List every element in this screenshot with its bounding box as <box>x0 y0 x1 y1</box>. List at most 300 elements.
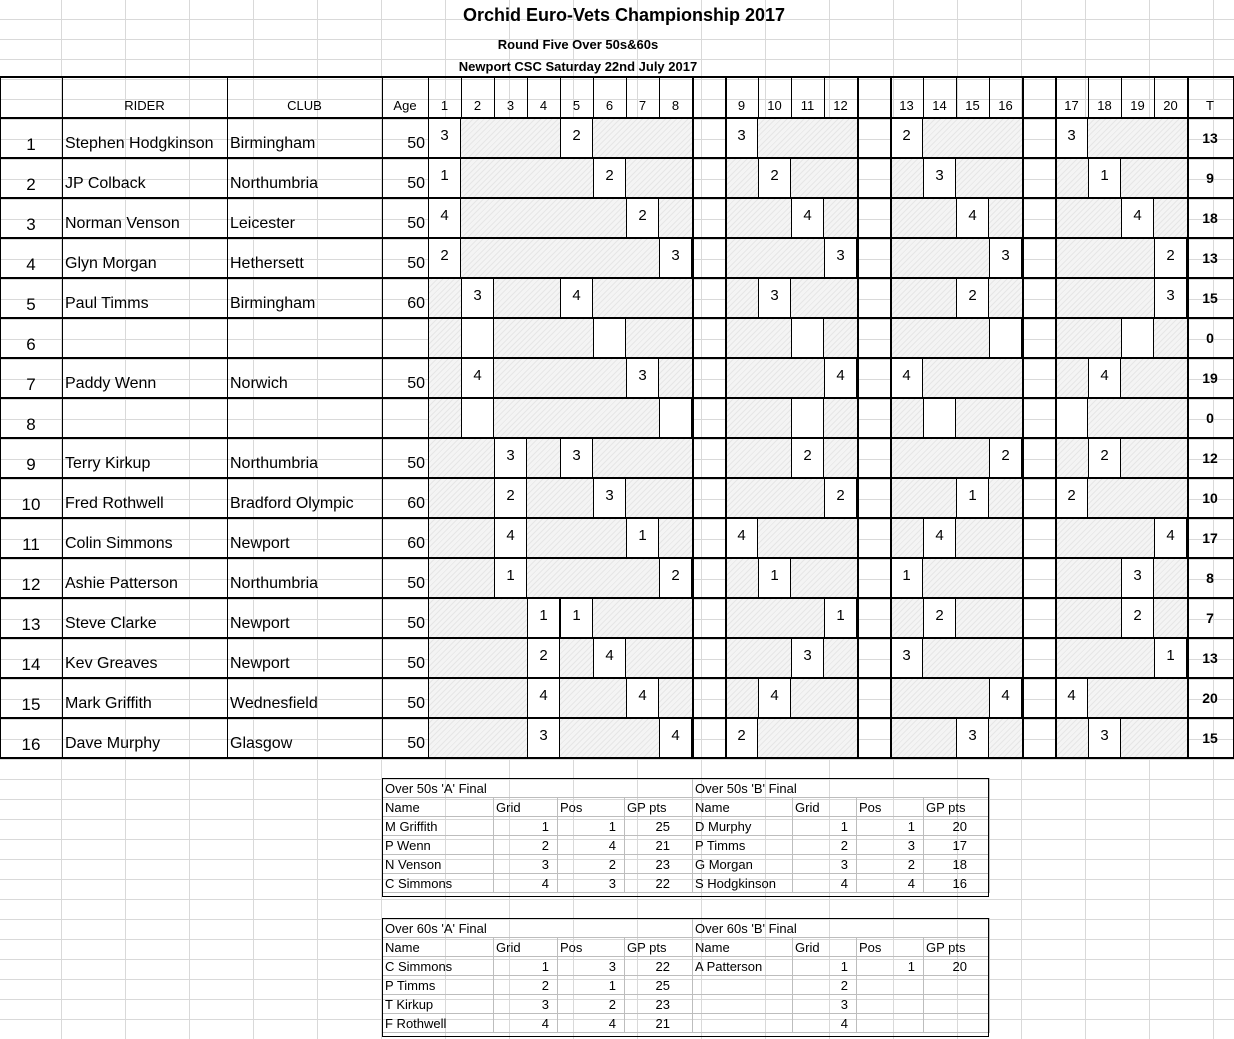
final-table <box>692 778 990 893</box>
heat-score-box: 4 <box>659 718 692 758</box>
final-column-header: Name <box>693 798 793 817</box>
rider-total: 15 <box>1202 730 1218 746</box>
rider-club: Newport <box>230 535 290 552</box>
rider-age: 50 <box>407 175 425 192</box>
heat-score-box: 4 <box>1154 518 1187 558</box>
rider-number: 5 <box>26 295 36 314</box>
heat-score-box: 2 <box>923 598 956 638</box>
grid-line <box>1154 77 1155 118</box>
heat-score-box <box>461 398 494 438</box>
grid-line <box>527 77 528 118</box>
grid-line <box>0 517 1234 519</box>
heat-score-box: 2 <box>1154 238 1187 278</box>
heat-header: 4 <box>539 98 548 113</box>
heat-score-box: 3 <box>989 238 1022 278</box>
heat-score-box <box>791 398 824 438</box>
rider-name: Kev Greaves <box>65 655 158 672</box>
heat-score-box: 2 <box>791 438 824 478</box>
heat-score-box: 4 <box>989 678 1022 718</box>
grid-line <box>0 637 1234 639</box>
grid-line <box>62 77 63 758</box>
final-value: 3 <box>558 874 625 893</box>
heat-score-box: 4 <box>626 678 659 718</box>
final-value: 22 <box>625 874 693 893</box>
final-value: 3 <box>857 836 924 855</box>
grid-line <box>725 77 727 758</box>
rider-number: 7 <box>26 375 36 394</box>
grid-line <box>0 357 1234 359</box>
rider-club: Northumbria <box>230 455 319 472</box>
final-value: 25 <box>625 817 693 836</box>
heat-header: 20 <box>1163 98 1178 113</box>
rider-club: Northumbria <box>230 175 319 192</box>
rider-club: Birmingham <box>230 135 316 152</box>
final-column-header: Name <box>383 798 494 817</box>
final-value: 2 <box>558 855 625 874</box>
heat-score-box: 1 <box>758 558 791 598</box>
rider-name: Terry Kirkup <box>65 455 151 472</box>
rider-club: Wednesfield <box>230 695 318 712</box>
heat-score-box: 1 <box>428 158 461 198</box>
heat-score-box: 3 <box>890 638 923 678</box>
final-value: 1 <box>558 817 625 836</box>
heat-header: 12 <box>833 98 848 113</box>
grid-line <box>0 477 1234 479</box>
heat-score-box: 2 <box>626 198 659 238</box>
final-table <box>382 778 693 893</box>
heat-score-box: 3 <box>1088 718 1121 758</box>
rider-number: 13 <box>21 615 41 634</box>
final-title: Over 50s 'B' Final <box>693 779 990 798</box>
final-value: 2 <box>793 976 857 995</box>
final-value: 21 <box>625 1014 693 1033</box>
heat-score-box: 3 <box>626 358 659 398</box>
rider-name: Colin Simmons <box>65 535 173 552</box>
heat-header: 7 <box>638 98 647 113</box>
heat-header: 2 <box>473 98 482 113</box>
heat-header: 6 <box>605 98 614 113</box>
rider-name: Dave Murphy <box>65 735 161 752</box>
grid-line <box>1022 77 1024 758</box>
final-value <box>857 995 924 1014</box>
heat-score-box: 2 <box>956 278 989 318</box>
heat-score-box: 4 <box>527 678 560 718</box>
rider-total: 0 <box>1206 410 1214 426</box>
final-rider-name: P Timms <box>693 836 793 855</box>
rider-age: 50 <box>407 735 425 752</box>
heat-score-box: 4 <box>824 358 857 398</box>
grid-line <box>227 77 228 758</box>
heat-score-box <box>923 398 956 438</box>
final-value: 16 <box>924 874 990 893</box>
heat-score-box: 1 <box>527 598 560 638</box>
heat-score-box: 3 <box>560 438 593 478</box>
final-rider-name: C Simmons <box>383 957 494 976</box>
rider-club: Newport <box>230 655 290 672</box>
final-rider-name: P Wenn <box>383 836 494 855</box>
heat-header: 8 <box>671 98 680 113</box>
heat-score-box: 2 <box>1121 598 1154 638</box>
final-title: Over 60s 'B' Final <box>693 919 990 938</box>
heat-score-box: 2 <box>560 118 593 158</box>
heat-score-box: 1 <box>824 598 857 638</box>
final-value: 18 <box>924 855 990 874</box>
rider-age: 50 <box>407 375 425 392</box>
heat-score-box: 4 <box>890 358 923 398</box>
page-title: Orchid Euro-Vets Championship 2017 <box>462 5 786 25</box>
rider-club: Bradford Olympic <box>230 495 354 512</box>
heat-score-box: 3 <box>791 638 824 678</box>
rider-club <box>227 398 382 438</box>
grid-line <box>890 77 892 758</box>
rider-number: 12 <box>21 575 41 594</box>
heat-score-box <box>1121 318 1154 358</box>
rider-total: 13 <box>1202 250 1218 266</box>
final-rider-name: M Griffith <box>383 817 494 836</box>
rider-number: 3 <box>26 215 36 234</box>
final-value: 4 <box>793 1014 857 1033</box>
rider-name: Ashie Patterson <box>65 575 178 592</box>
grid-line <box>494 77 495 118</box>
final-value: 1 <box>793 957 857 976</box>
final-title: Over 60s 'A' Final <box>383 919 693 938</box>
grid-line <box>956 77 957 118</box>
heat-score-box: 3 <box>494 438 527 478</box>
final-value: 17 <box>924 836 990 855</box>
rider-club: Birmingham <box>230 295 316 312</box>
grid-line <box>0 277 1234 279</box>
heat-score-box: 1 <box>626 518 659 558</box>
grid-line <box>758 77 759 118</box>
final-value: 4 <box>494 1014 558 1033</box>
final-value: 23 <box>625 855 693 874</box>
grid-line <box>0 757 1234 759</box>
final-value: 4 <box>558 836 625 855</box>
heat-score-box: 2 <box>659 558 692 598</box>
grid-line <box>0 76 1234 78</box>
heat-score-box: 4 <box>560 278 593 318</box>
rider-age <box>382 398 428 438</box>
rider-club <box>227 318 382 358</box>
final-column-header: Grid <box>494 938 558 957</box>
final-table <box>692 918 990 1033</box>
final-value: 3 <box>494 995 558 1014</box>
rider-number: 6 <box>26 335 36 354</box>
final-rider-name: S Hodgkinson <box>693 874 793 893</box>
rider-number: 8 <box>26 415 36 434</box>
heat-score-box: 3 <box>824 238 857 278</box>
heat-header: 11 <box>800 98 815 113</box>
final-value: 2 <box>793 836 857 855</box>
rider-name: Fred Rothwell <box>65 495 164 512</box>
heat-score-box: 3 <box>527 718 560 758</box>
final-column-header: Pos <box>857 938 924 957</box>
heat-score-box: 4 <box>791 198 824 238</box>
heat-score-box: 4 <box>1121 198 1154 238</box>
heat-score-box: 4 <box>956 198 989 238</box>
heat-score-box <box>461 318 494 358</box>
heat-score-box: 4 <box>758 678 791 718</box>
final-rider-name: A Patterson <box>693 957 793 976</box>
final-column-header: Grid <box>494 798 558 817</box>
rider-club: Northumbria <box>230 575 319 592</box>
final-value: 1 <box>857 957 924 976</box>
final-column-header: Name <box>383 938 494 957</box>
final-value: 2 <box>494 836 558 855</box>
final-rider-name: T Kirkup <box>383 995 494 1014</box>
heat-header: 10 <box>767 98 782 113</box>
final-column-header: GP pts <box>625 798 693 817</box>
rider-name: Glyn Morgan <box>65 255 157 272</box>
final-value <box>924 995 990 1014</box>
rider-name: Paul Timms <box>65 295 149 312</box>
rider-total: 20 <box>1202 690 1218 706</box>
rider-name: Steve Clarke <box>65 615 157 632</box>
final-column-header: Grid <box>793 938 857 957</box>
grid-line <box>824 77 825 118</box>
venue-date: Newport CSC Saturday 22nd July 2017 <box>458 59 698 74</box>
rider-total: 19 <box>1202 370 1218 386</box>
grid-line <box>0 437 1234 439</box>
final-value: 4 <box>793 874 857 893</box>
heat-score-box: 3 <box>725 118 758 158</box>
final-value: 3 <box>793 855 857 874</box>
grid-line <box>923 77 924 118</box>
grid-line <box>1187 77 1189 758</box>
heat-header: 3 <box>506 98 515 113</box>
rider-header: RIDER <box>124 98 165 113</box>
heat-score-box: 2 <box>527 638 560 678</box>
rider-number: 11 <box>22 535 40 554</box>
final-table <box>382 918 693 1033</box>
rider-name: Stephen Hodgkinson <box>65 135 214 152</box>
rider-number: 14 <box>21 655 41 674</box>
rider-name: JP Colback <box>65 175 146 192</box>
rider-number: 15 <box>21 695 41 714</box>
grid-line <box>593 77 594 118</box>
heat-score-box: 4 <box>1055 678 1088 718</box>
final-value: 1 <box>494 957 558 976</box>
heat-header: 1 <box>440 98 449 113</box>
heat-score-box: 4 <box>923 518 956 558</box>
grid-line <box>0 557 1234 559</box>
rider-club: Glasgow <box>230 735 293 752</box>
age-header: Age <box>393 98 417 113</box>
rider-age: 50 <box>407 575 425 592</box>
heat-score-box <box>1055 398 1088 438</box>
heat-score-box: 4 <box>593 638 626 678</box>
grid-line <box>626 77 627 118</box>
final-value: 2 <box>857 855 924 874</box>
rider-total: 13 <box>1202 650 1218 666</box>
rider-club: Leicester <box>230 215 295 232</box>
heat-score-box: 2 <box>890 118 923 158</box>
rider-total: 18 <box>1202 210 1218 226</box>
final-column-header: GP pts <box>625 938 693 957</box>
rider-number: 2 <box>26 175 36 194</box>
final-value <box>924 1014 990 1033</box>
grid-line <box>0 77 1 758</box>
rider-club: Newport <box>230 615 290 632</box>
final-value: 1 <box>857 817 924 836</box>
rider-age: 50 <box>407 255 425 272</box>
final-value: 23 <box>625 995 693 1014</box>
rider-number: 10 <box>21 495 41 514</box>
final-value: 25 <box>625 976 693 995</box>
final-value: 4 <box>558 1014 625 1033</box>
final-title: Over 50s 'A' Final <box>383 779 693 798</box>
rider-age: 60 <box>407 495 425 512</box>
rider-number: 4 <box>26 255 36 274</box>
rider-number: 1 <box>26 135 36 154</box>
rider-age: 60 <box>407 295 425 312</box>
final-value: 1 <box>494 817 558 836</box>
grid-line <box>1055 77 1057 758</box>
club-header: CLUB <box>287 98 322 113</box>
total-header: T <box>1206 98 1214 113</box>
final-rider-name <box>693 1014 793 1033</box>
rider-age: 50 <box>407 215 425 232</box>
heat-score-box: 2 <box>428 238 461 278</box>
heat-score-box: 1 <box>1088 158 1121 198</box>
final-value <box>857 976 924 995</box>
final-value: 3 <box>793 995 857 1014</box>
heat-score-box: 2 <box>1088 438 1121 478</box>
heat-score-box: 3 <box>1121 558 1154 598</box>
final-value: 1 <box>793 817 857 836</box>
group-divider <box>428 597 1187 599</box>
grid-line <box>382 77 383 758</box>
heat-score-box <box>659 398 692 438</box>
heat-score-box: 1 <box>1154 638 1187 678</box>
heat-score-box: 3 <box>659 238 692 278</box>
final-column-header: GP pts <box>924 938 990 957</box>
rider-total: 8 <box>1206 570 1214 586</box>
heat-score-box: 3 <box>956 718 989 758</box>
grid-line <box>0 237 1234 239</box>
final-rider-name <box>693 995 793 1014</box>
heat-score-box: 3 <box>461 278 494 318</box>
heat-score-box: 2 <box>824 478 857 518</box>
rider-number: 16 <box>21 735 41 754</box>
grid-line <box>0 157 1234 159</box>
heat-score-box: 3 <box>923 158 956 198</box>
final-rider-name: N Venson <box>383 855 494 874</box>
grid-line <box>857 77 859 758</box>
final-value: 4 <box>857 874 924 893</box>
heat-score-box <box>989 318 1022 358</box>
heat-score-box: 4 <box>494 518 527 558</box>
rider-age: 50 <box>407 655 425 672</box>
page-subtitle: Round Five Over 50s&60s <box>497 37 659 52</box>
grid-line <box>461 77 462 118</box>
grid-line <box>989 77 990 118</box>
rider-age: 60 <box>407 535 425 552</box>
final-rider-name <box>693 976 793 995</box>
final-rider-name: F Rothwell <box>383 1014 494 1033</box>
heat-score-box: 1 <box>560 598 593 638</box>
heat-score-box <box>791 318 824 358</box>
final-value <box>924 976 990 995</box>
final-value: 3 <box>494 855 558 874</box>
final-rider-name: D Murphy <box>693 817 793 836</box>
rider-club: Norwich <box>230 375 288 392</box>
final-column-header: Pos <box>558 798 625 817</box>
heat-header: 16 <box>998 98 1013 113</box>
final-rider-name: C Simmons <box>383 874 494 893</box>
final-value: 3 <box>558 957 625 976</box>
final-value: 20 <box>924 957 990 976</box>
heat-score-box: 4 <box>1088 358 1121 398</box>
heat-header: 13 <box>899 98 914 113</box>
rider-name: Paddy Wenn <box>65 375 157 392</box>
final-rider-name: G Morgan <box>693 855 793 874</box>
grid-line <box>0 717 1234 719</box>
rider-total: 10 <box>1202 490 1218 506</box>
heat-score-box: 4 <box>428 198 461 238</box>
final-value: 22 <box>625 957 693 976</box>
rider-total: 17 <box>1202 530 1218 546</box>
grid-line <box>791 77 792 118</box>
rider-age: 50 <box>407 695 425 712</box>
final-column-header: Grid <box>793 798 857 817</box>
rider-age: 50 <box>407 615 425 632</box>
rider-total: 15 <box>1202 290 1218 306</box>
rider-age <box>382 318 428 358</box>
rider-total: 0 <box>1206 330 1214 346</box>
final-value: 2 <box>558 995 625 1014</box>
final-value <box>857 1014 924 1033</box>
heat-score-box: 2 <box>494 478 527 518</box>
final-column-header: Pos <box>558 938 625 957</box>
heat-score-box: 2 <box>989 438 1022 478</box>
heat-header: 15 <box>965 98 980 113</box>
heat-score-box: 4 <box>461 358 494 398</box>
heat-score-box: 1 <box>956 478 989 518</box>
heat-score-box: 3 <box>1154 278 1187 318</box>
heat-header: 18 <box>1097 98 1112 113</box>
heat-score-box: 3 <box>428 118 461 158</box>
final-value: 1 <box>558 976 625 995</box>
rider-name <box>62 318 227 358</box>
final-value: 2 <box>494 976 558 995</box>
heat-header: 5 <box>572 98 581 113</box>
rider-total: 12 <box>1202 450 1218 466</box>
final-column-header: GP pts <box>924 798 990 817</box>
heat-header: 17 <box>1064 98 1079 113</box>
grid-line <box>692 77 694 758</box>
heat-score-box: 3 <box>758 278 791 318</box>
rider-age: 50 <box>407 455 425 472</box>
rider-number: 9 <box>26 455 36 474</box>
rider-total: 7 <box>1206 610 1214 626</box>
rider-name: Mark Griffith <box>65 695 152 712</box>
grid-line <box>1088 77 1089 118</box>
grid-line <box>428 77 429 758</box>
heat-score-box: 4 <box>725 518 758 558</box>
heat-score-box: 1 <box>890 558 923 598</box>
heat-score-box: 2 <box>758 158 791 198</box>
rider-name: Norman Venson <box>65 215 180 232</box>
heat-header: 19 <box>1130 98 1145 113</box>
grid-line <box>659 77 660 118</box>
final-value: 4 <box>494 874 558 893</box>
heat-score-box: 1 <box>494 558 527 598</box>
grid-line <box>0 317 1234 319</box>
heat-score-box: 2 <box>1055 478 1088 518</box>
rider-club: Hethersett <box>230 255 304 272</box>
final-column-header: Name <box>693 938 793 957</box>
